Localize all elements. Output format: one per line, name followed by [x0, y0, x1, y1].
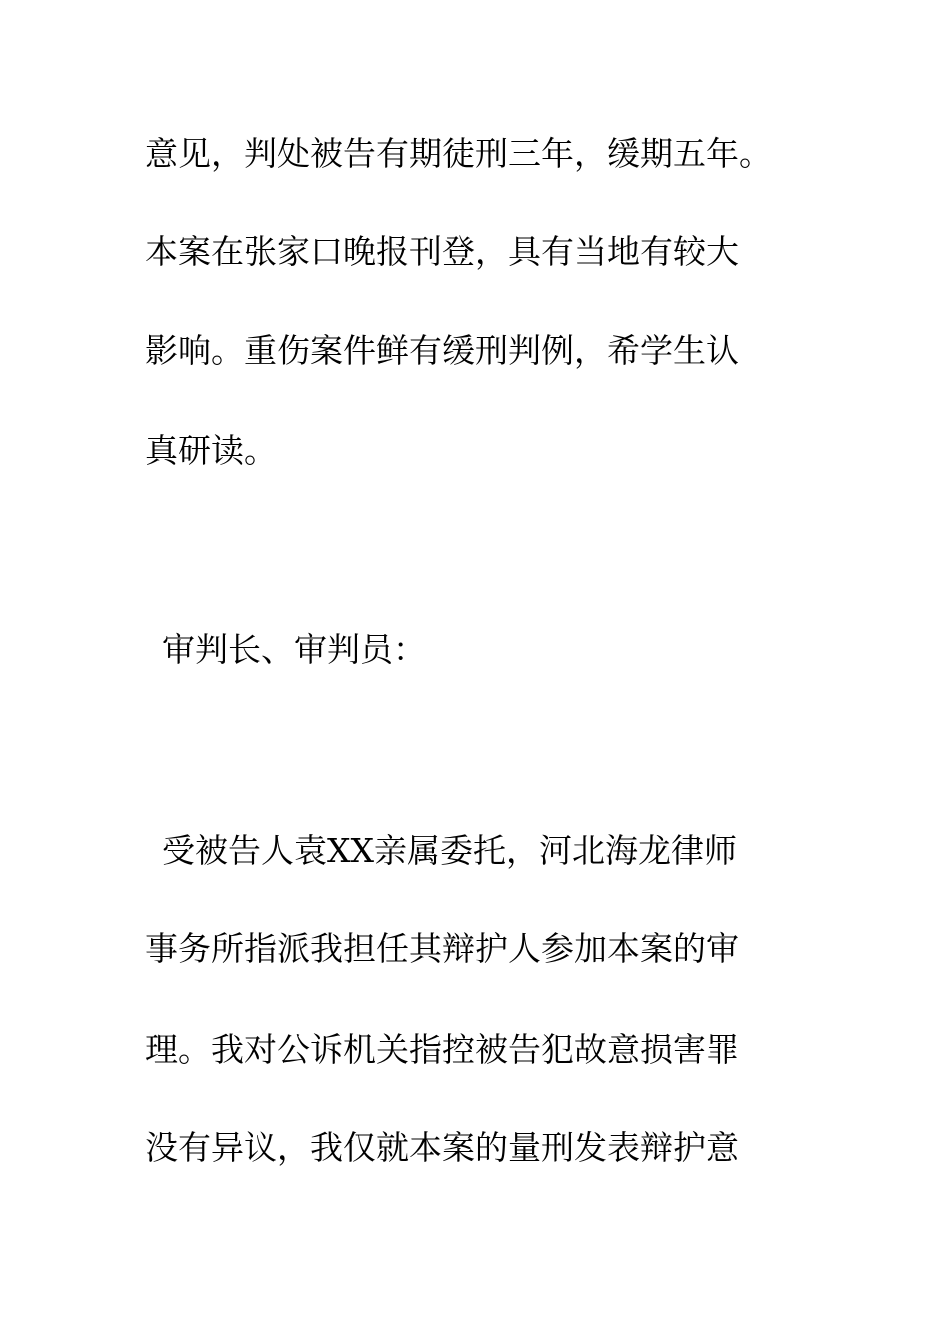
paragraph-line-4: 真研读。 [145, 431, 277, 470]
paragraph-line-2: 本案在张家口晚报刊登，具有当地有较大 [145, 232, 739, 271]
paragraph-line-1: 意见，判处被告有期徒刑三年，缓期五年。 [145, 134, 772, 173]
paragraph-line-8: 理。我对公诉机关指控被告犯故意损害罪 [145, 1030, 739, 1069]
paragraph-line-9: 没有异议，我仅就本案的量刑发表辩护意 [145, 1128, 739, 1167]
paragraph-line-7: 事务所指派我担任其辩护人参加本案的审 [145, 929, 739, 968]
paragraph-line-6: 受被告人袁XX亲属委托，河北海龙律师 [162, 831, 737, 870]
salutation-line: 审判长、审判员： [162, 630, 426, 669]
paragraph-line-3: 影响。重伤案件鲜有缓刑判例，希学生认 [145, 331, 739, 370]
